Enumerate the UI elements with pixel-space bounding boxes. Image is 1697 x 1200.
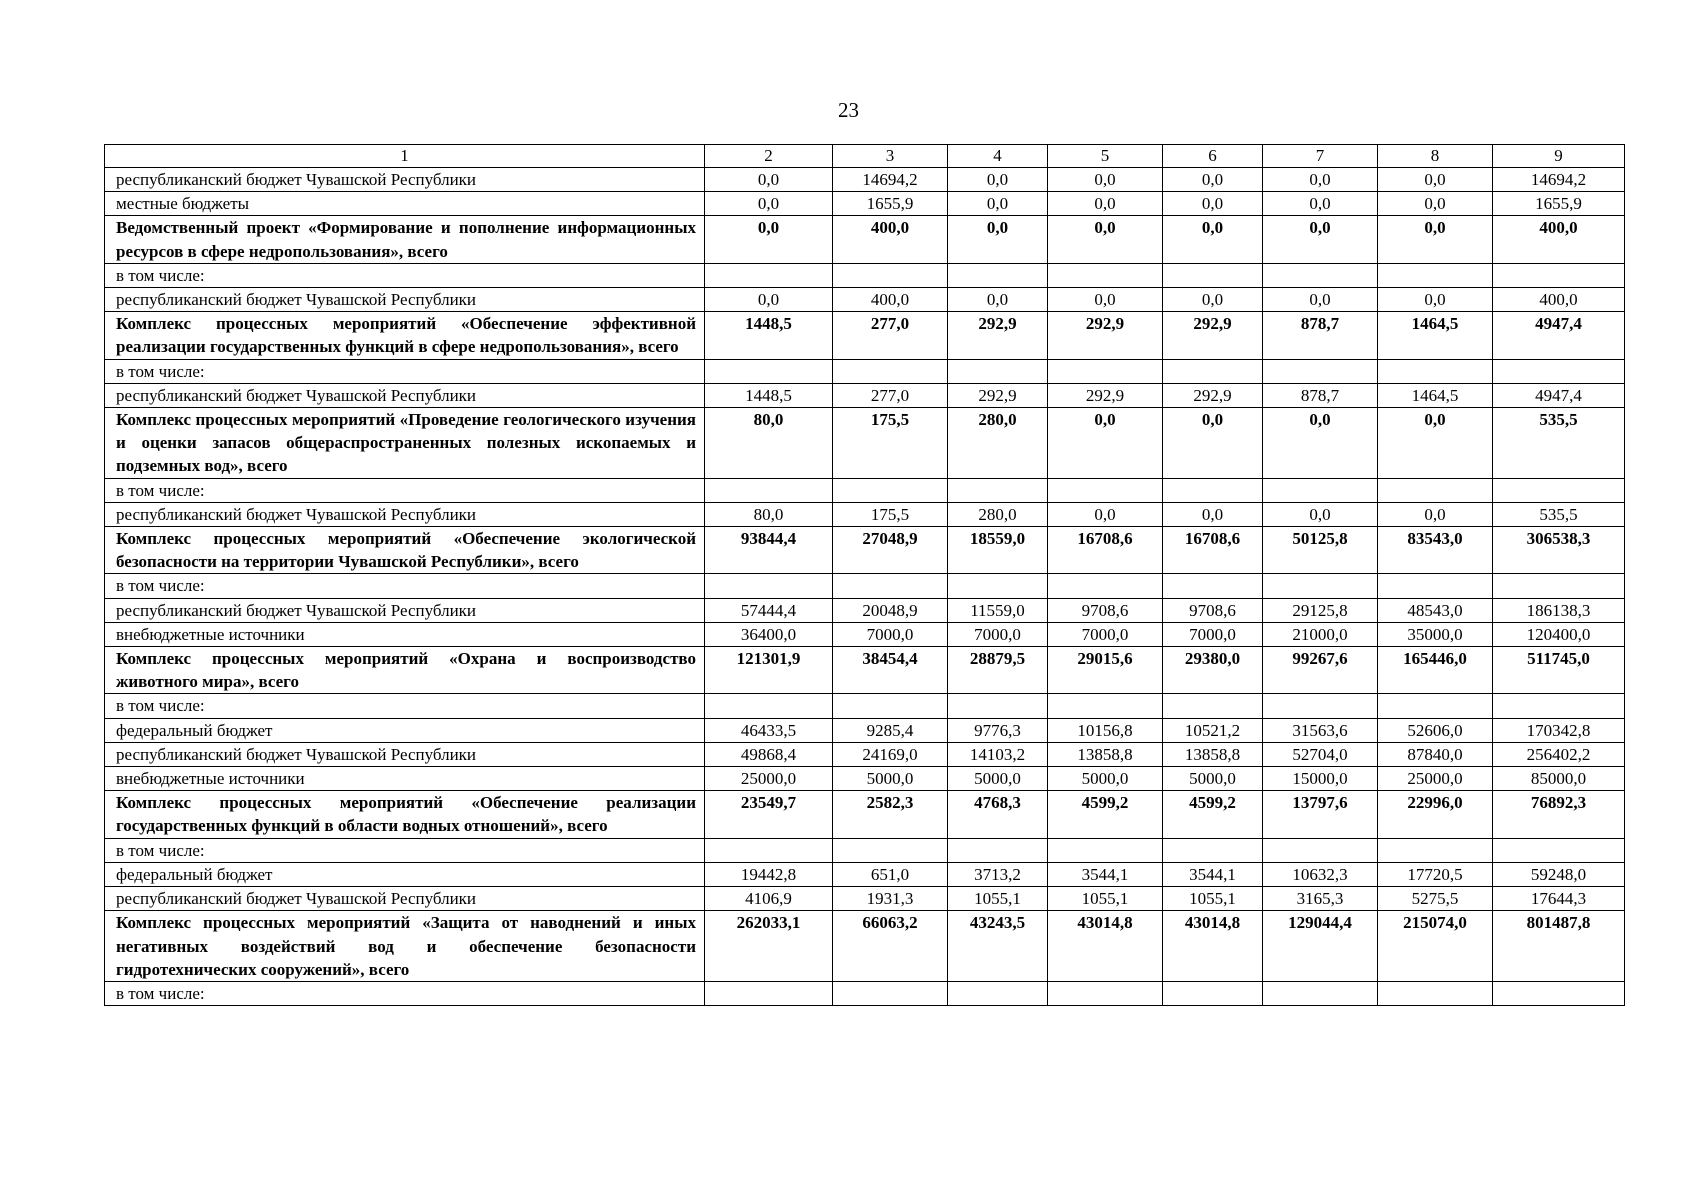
value-cell: 400,0 bbox=[1493, 216, 1625, 263]
value-cell bbox=[1493, 838, 1625, 862]
row-name-cell: федеральный бюджет bbox=[105, 862, 705, 886]
value-cell bbox=[1493, 263, 1625, 287]
value-cell: 24169,0 bbox=[833, 742, 948, 766]
value-cell: 878,7 bbox=[1263, 383, 1378, 407]
row-name-cell: республиканский бюджет Чувашской Республики bbox=[105, 168, 705, 192]
value-cell: 13858,8 bbox=[1048, 742, 1163, 766]
value-cell: 0,0 bbox=[948, 192, 1048, 216]
value-cell: 46433,5 bbox=[705, 718, 833, 742]
value-cell: 0,0 bbox=[1263, 192, 1378, 216]
value-cell bbox=[1378, 263, 1493, 287]
value-cell: 0,0 bbox=[1163, 216, 1263, 263]
value-cell bbox=[1493, 694, 1625, 718]
table-row bbox=[105, 216, 1625, 263]
value-cell bbox=[1163, 838, 1263, 862]
table-row bbox=[105, 192, 1625, 216]
row-name-cell: в том числе: bbox=[105, 359, 705, 383]
column-header: 9 bbox=[1493, 145, 1625, 168]
value-cell: 16708,6 bbox=[1163, 527, 1263, 574]
value-cell: 18559,0 bbox=[948, 527, 1048, 574]
value-cell bbox=[1163, 359, 1263, 383]
value-cell bbox=[705, 263, 833, 287]
value-cell: 170342,8 bbox=[1493, 718, 1625, 742]
value-cell: 0,0 bbox=[1263, 288, 1378, 312]
row-name-cell: республиканский бюджет Чувашской Республики bbox=[105, 598, 705, 622]
value-cell: 87840,0 bbox=[1378, 742, 1493, 766]
value-cell: 25000,0 bbox=[1378, 767, 1493, 791]
value-cell: 651,0 bbox=[833, 862, 948, 886]
value-cell: 0,0 bbox=[1048, 192, 1163, 216]
budget-table bbox=[104, 144, 1625, 1006]
value-cell: 0,0 bbox=[705, 216, 833, 263]
value-cell bbox=[1048, 694, 1163, 718]
value-cell: 9285,4 bbox=[833, 718, 948, 742]
column-header: 4 bbox=[948, 145, 1048, 168]
table-row bbox=[105, 911, 1625, 982]
value-cell: 0,0 bbox=[1048, 408, 1163, 479]
value-cell bbox=[1048, 981, 1163, 1005]
value-cell: 43243,5 bbox=[948, 911, 1048, 982]
value-cell: 20048,9 bbox=[833, 598, 948, 622]
value-cell: 43014,8 bbox=[1048, 911, 1163, 982]
value-cell: 14103,2 bbox=[948, 742, 1048, 766]
value-cell bbox=[705, 981, 833, 1005]
value-cell: 1655,9 bbox=[1493, 192, 1625, 216]
value-cell: 4599,2 bbox=[1048, 791, 1163, 838]
value-cell: 0,0 bbox=[1163, 288, 1263, 312]
value-cell: 5275,5 bbox=[1378, 887, 1493, 911]
row-name-cell: внебюджетные источники bbox=[105, 767, 705, 791]
value-cell bbox=[833, 359, 948, 383]
value-cell: 280,0 bbox=[948, 408, 1048, 479]
table-row bbox=[105, 312, 1625, 359]
value-cell: 13797,6 bbox=[1263, 791, 1378, 838]
table-row bbox=[105, 383, 1625, 407]
value-cell: 3544,1 bbox=[1163, 862, 1263, 886]
value-cell: 1448,5 bbox=[705, 383, 833, 407]
value-cell: 400,0 bbox=[833, 216, 948, 263]
value-cell: 21000,0 bbox=[1263, 622, 1378, 646]
column-header: 2 bbox=[705, 145, 833, 168]
value-cell: 10156,8 bbox=[1048, 718, 1163, 742]
value-cell: 535,5 bbox=[1493, 502, 1625, 526]
value-cell bbox=[948, 263, 1048, 287]
value-cell: 11559,0 bbox=[948, 598, 1048, 622]
table-row bbox=[105, 742, 1625, 766]
value-cell: 31563,6 bbox=[1263, 718, 1378, 742]
value-cell: 292,9 bbox=[1048, 312, 1163, 359]
value-cell: 9776,3 bbox=[948, 718, 1048, 742]
value-cell: 175,5 bbox=[833, 502, 948, 526]
value-cell bbox=[705, 359, 833, 383]
value-cell: 1464,5 bbox=[1378, 312, 1493, 359]
column-header: 7 bbox=[1263, 145, 1378, 168]
value-cell: 1055,1 bbox=[1163, 887, 1263, 911]
table-row bbox=[105, 527, 1625, 574]
value-cell bbox=[833, 981, 948, 1005]
table-row bbox=[105, 718, 1625, 742]
value-cell: 511745,0 bbox=[1493, 647, 1625, 694]
value-cell: 0,0 bbox=[1378, 408, 1493, 479]
value-cell: 5000,0 bbox=[1163, 767, 1263, 791]
value-cell: 76892,3 bbox=[1493, 791, 1625, 838]
value-cell: 5000,0 bbox=[948, 767, 1048, 791]
row-name-cell: республиканский бюджет Чувашской Республики bbox=[105, 742, 705, 766]
value-cell bbox=[1048, 838, 1163, 862]
value-cell: 29380,0 bbox=[1163, 647, 1263, 694]
row-name-cell: федеральный бюджет bbox=[105, 718, 705, 742]
value-cell: 38454,4 bbox=[833, 647, 948, 694]
value-cell bbox=[948, 838, 1048, 862]
value-cell: 80,0 bbox=[705, 408, 833, 479]
value-cell: 0,0 bbox=[1163, 192, 1263, 216]
value-cell bbox=[1263, 838, 1378, 862]
value-cell: 59248,0 bbox=[1493, 862, 1625, 886]
value-cell: 878,7 bbox=[1263, 312, 1378, 359]
row-name-cell: местные бюджеты bbox=[105, 192, 705, 216]
value-cell: 27048,9 bbox=[833, 527, 948, 574]
value-cell bbox=[1163, 478, 1263, 502]
value-cell: 0,0 bbox=[705, 168, 833, 192]
row-name-cell: Комплекс процессных мероприятий «Проведение геологического изучения и оценки запасов общераспространенных полезных ископаемых и подземных вод», всего bbox=[105, 408, 705, 479]
value-cell bbox=[705, 478, 833, 502]
table-row bbox=[105, 263, 1625, 287]
value-cell: 48543,0 bbox=[1378, 598, 1493, 622]
value-cell: 2582,3 bbox=[833, 791, 948, 838]
value-cell bbox=[1493, 478, 1625, 502]
value-cell: 7000,0 bbox=[948, 622, 1048, 646]
value-cell: 5000,0 bbox=[1048, 767, 1163, 791]
value-cell: 66063,2 bbox=[833, 911, 948, 982]
value-cell: 0,0 bbox=[705, 192, 833, 216]
row-name-cell: республиканский бюджет Чувашской Республики bbox=[105, 288, 705, 312]
value-cell: 16708,6 bbox=[1048, 527, 1163, 574]
value-cell: 0,0 bbox=[1378, 216, 1493, 263]
value-cell: 83543,0 bbox=[1378, 527, 1493, 574]
value-cell bbox=[1048, 574, 1163, 598]
row-name-cell: в том числе: bbox=[105, 981, 705, 1005]
row-name-cell: в том числе: bbox=[105, 838, 705, 862]
value-cell bbox=[1163, 263, 1263, 287]
value-cell: 121301,9 bbox=[705, 647, 833, 694]
value-cell: 165446,0 bbox=[1378, 647, 1493, 694]
value-cell: 9708,6 bbox=[1048, 598, 1163, 622]
row-name-cell: внебюджетные источники bbox=[105, 622, 705, 646]
value-cell: 5000,0 bbox=[833, 767, 948, 791]
value-cell bbox=[1378, 981, 1493, 1005]
value-cell: 120400,0 bbox=[1493, 622, 1625, 646]
table-row bbox=[105, 622, 1625, 646]
row-name-cell: Комплекс процессных мероприятий «Обеспечение экологической безопасности на территории Чувашской Республики», всего bbox=[105, 527, 705, 574]
value-cell: 535,5 bbox=[1493, 408, 1625, 479]
value-cell bbox=[948, 574, 1048, 598]
value-cell: 262033,1 bbox=[705, 911, 833, 982]
row-name-cell: Ведомственный проект «Формирование и пополнение информационных ресурсов в сфере недропользования», всего bbox=[105, 216, 705, 263]
value-cell: 801487,8 bbox=[1493, 911, 1625, 982]
value-cell bbox=[705, 694, 833, 718]
table-header-row bbox=[105, 145, 1625, 168]
table-body bbox=[105, 168, 1625, 1006]
row-name-cell: республиканский бюджет Чувашской Республики bbox=[105, 887, 705, 911]
value-cell: 1055,1 bbox=[1048, 887, 1163, 911]
value-cell: 1655,9 bbox=[833, 192, 948, 216]
table-row bbox=[105, 478, 1625, 502]
value-cell: 292,9 bbox=[948, 312, 1048, 359]
value-cell: 0,0 bbox=[1163, 168, 1263, 192]
value-cell: 85000,0 bbox=[1493, 767, 1625, 791]
value-cell: 4599,2 bbox=[1163, 791, 1263, 838]
value-cell: 93844,4 bbox=[705, 527, 833, 574]
table-row bbox=[105, 981, 1625, 1005]
table-row bbox=[105, 598, 1625, 622]
value-cell: 292,9 bbox=[948, 383, 1048, 407]
value-cell bbox=[1048, 359, 1163, 383]
value-cell bbox=[705, 838, 833, 862]
value-cell: 7000,0 bbox=[1163, 622, 1263, 646]
value-cell: 17644,3 bbox=[1493, 887, 1625, 911]
value-cell: 0,0 bbox=[1263, 408, 1378, 479]
value-cell: 36400,0 bbox=[705, 622, 833, 646]
column-header: 5 bbox=[1048, 145, 1163, 168]
value-cell: 0,0 bbox=[1263, 502, 1378, 526]
value-cell: 99267,6 bbox=[1263, 647, 1378, 694]
value-cell: 186138,3 bbox=[1493, 598, 1625, 622]
value-cell bbox=[833, 694, 948, 718]
value-cell: 3713,2 bbox=[948, 862, 1048, 886]
table-row bbox=[105, 862, 1625, 886]
value-cell: 0,0 bbox=[948, 168, 1048, 192]
value-cell: 50125,8 bbox=[1263, 527, 1378, 574]
value-cell: 1448,5 bbox=[705, 312, 833, 359]
value-cell: 43014,8 bbox=[1163, 911, 1263, 982]
value-cell bbox=[1163, 574, 1263, 598]
value-cell bbox=[948, 694, 1048, 718]
value-cell: 0,0 bbox=[1263, 216, 1378, 263]
value-cell: 0,0 bbox=[1048, 288, 1163, 312]
table-row bbox=[105, 359, 1625, 383]
value-cell: 4947,4 bbox=[1493, 312, 1625, 359]
value-cell: 400,0 bbox=[1493, 288, 1625, 312]
value-cell: 129044,4 bbox=[1263, 911, 1378, 982]
row-name-cell: республиканский бюджет Чувашской Республики bbox=[105, 502, 705, 526]
table-row bbox=[105, 502, 1625, 526]
value-cell bbox=[833, 478, 948, 502]
value-cell: 4947,4 bbox=[1493, 383, 1625, 407]
value-cell: 28879,5 bbox=[948, 647, 1048, 694]
column-header: 1 bbox=[105, 145, 705, 168]
value-cell: 7000,0 bbox=[833, 622, 948, 646]
value-cell: 280,0 bbox=[948, 502, 1048, 526]
value-cell bbox=[1378, 359, 1493, 383]
value-cell bbox=[1263, 359, 1378, 383]
row-name-cell: республиканский бюджет Чувашской Республики bbox=[105, 383, 705, 407]
value-cell bbox=[1378, 694, 1493, 718]
value-cell: 0,0 bbox=[1263, 168, 1378, 192]
column-header: 8 bbox=[1378, 145, 1493, 168]
value-cell: 25000,0 bbox=[705, 767, 833, 791]
table-row bbox=[105, 168, 1625, 192]
table-row bbox=[105, 887, 1625, 911]
value-cell: 400,0 bbox=[833, 288, 948, 312]
value-cell bbox=[833, 574, 948, 598]
column-header: 3 bbox=[833, 145, 948, 168]
value-cell: 256402,2 bbox=[1493, 742, 1625, 766]
value-cell: 23549,7 bbox=[705, 791, 833, 838]
value-cell: 3165,3 bbox=[1263, 887, 1378, 911]
row-name-cell: в том числе: bbox=[105, 694, 705, 718]
row-name-cell: Комплекс процессных мероприятий «Обеспечение эффективной реализации государственных функций в сфере недропользования», всего bbox=[105, 312, 705, 359]
value-cell bbox=[1048, 263, 1163, 287]
value-cell: 292,9 bbox=[1163, 383, 1263, 407]
value-cell: 57444,4 bbox=[705, 598, 833, 622]
value-cell: 9708,6 bbox=[1163, 598, 1263, 622]
value-cell: 10521,2 bbox=[1163, 718, 1263, 742]
value-cell: 0,0 bbox=[1378, 502, 1493, 526]
value-cell bbox=[1378, 478, 1493, 502]
table-row bbox=[105, 647, 1625, 694]
value-cell: 3544,1 bbox=[1048, 862, 1163, 886]
table-row bbox=[105, 408, 1625, 479]
value-cell: 29125,8 bbox=[1263, 598, 1378, 622]
value-cell: 17720,5 bbox=[1378, 862, 1493, 886]
value-cell: 215074,0 bbox=[1378, 911, 1493, 982]
table-row bbox=[105, 791, 1625, 838]
value-cell bbox=[1163, 694, 1263, 718]
value-cell: 22996,0 bbox=[1378, 791, 1493, 838]
table-row bbox=[105, 767, 1625, 791]
table-row bbox=[105, 574, 1625, 598]
row-name-cell: в том числе: bbox=[105, 263, 705, 287]
value-cell: 0,0 bbox=[1163, 408, 1263, 479]
value-cell: 13858,8 bbox=[1163, 742, 1263, 766]
row-name-cell: в том числе: bbox=[105, 478, 705, 502]
value-cell: 277,0 bbox=[833, 312, 948, 359]
value-cell: 0,0 bbox=[1048, 502, 1163, 526]
value-cell: 52606,0 bbox=[1378, 718, 1493, 742]
value-cell bbox=[1263, 981, 1378, 1005]
value-cell: 0,0 bbox=[1378, 288, 1493, 312]
value-cell: 4106,9 bbox=[705, 887, 833, 911]
value-cell bbox=[1378, 574, 1493, 598]
value-cell: 49868,4 bbox=[705, 742, 833, 766]
value-cell: 0,0 bbox=[1163, 502, 1263, 526]
value-cell bbox=[1263, 263, 1378, 287]
value-cell: 0,0 bbox=[1048, 168, 1163, 192]
value-cell bbox=[1263, 574, 1378, 598]
value-cell: 1055,1 bbox=[948, 887, 1048, 911]
column-header: 6 bbox=[1163, 145, 1263, 168]
value-cell bbox=[1493, 359, 1625, 383]
value-cell: 7000,0 bbox=[1048, 622, 1163, 646]
value-cell: 0,0 bbox=[1048, 216, 1163, 263]
table-row bbox=[105, 694, 1625, 718]
value-cell bbox=[948, 981, 1048, 1005]
row-name-cell: Комплекс процессных мероприятий «Защита от наводнений и иных негативных воздействий вод и обеспечение безопасности гидротехнических сооружений», всего bbox=[105, 911, 705, 982]
value-cell bbox=[1263, 694, 1378, 718]
value-cell: 4768,3 bbox=[948, 791, 1048, 838]
value-cell: 292,9 bbox=[1048, 383, 1163, 407]
value-cell: 14694,2 bbox=[1493, 168, 1625, 192]
value-cell: 292,9 bbox=[1163, 312, 1263, 359]
value-cell bbox=[1493, 981, 1625, 1005]
value-cell: 0,0 bbox=[948, 216, 1048, 263]
value-cell bbox=[833, 838, 948, 862]
value-cell bbox=[1163, 981, 1263, 1005]
value-cell bbox=[1493, 574, 1625, 598]
value-cell bbox=[1378, 838, 1493, 862]
value-cell: 14694,2 bbox=[833, 168, 948, 192]
row-name-cell: в том числе: bbox=[105, 574, 705, 598]
value-cell bbox=[948, 478, 1048, 502]
row-name-cell: Комплекс процессных мероприятий «Охрана и воспроизводство животного мира», всего bbox=[105, 647, 705, 694]
value-cell: 277,0 bbox=[833, 383, 948, 407]
value-cell: 1931,3 bbox=[833, 887, 948, 911]
value-cell: 1464,5 bbox=[1378, 383, 1493, 407]
value-cell: 35000,0 bbox=[1378, 622, 1493, 646]
value-cell: 0,0 bbox=[705, 288, 833, 312]
value-cell: 52704,0 bbox=[1263, 742, 1378, 766]
value-cell bbox=[705, 574, 833, 598]
value-cell: 19442,8 bbox=[705, 862, 833, 886]
value-cell: 0,0 bbox=[948, 288, 1048, 312]
value-cell: 29015,6 bbox=[1048, 647, 1163, 694]
value-cell bbox=[948, 359, 1048, 383]
value-cell: 0,0 bbox=[1378, 168, 1493, 192]
value-cell: 10632,3 bbox=[1263, 862, 1378, 886]
value-cell: 80,0 bbox=[705, 502, 833, 526]
value-cell: 0,0 bbox=[1378, 192, 1493, 216]
value-cell: 306538,3 bbox=[1493, 527, 1625, 574]
value-cell bbox=[833, 263, 948, 287]
table-row bbox=[105, 838, 1625, 862]
value-cell bbox=[1263, 478, 1378, 502]
value-cell: 175,5 bbox=[833, 408, 948, 479]
value-cell: 15000,0 bbox=[1263, 767, 1378, 791]
table-row bbox=[105, 288, 1625, 312]
value-cell bbox=[1048, 478, 1163, 502]
page-number: 23 bbox=[838, 98, 859, 122]
row-name-cell: Комплекс процессных мероприятий «Обеспечение реализации государственных функций в области водных отношений», всего bbox=[105, 791, 705, 838]
